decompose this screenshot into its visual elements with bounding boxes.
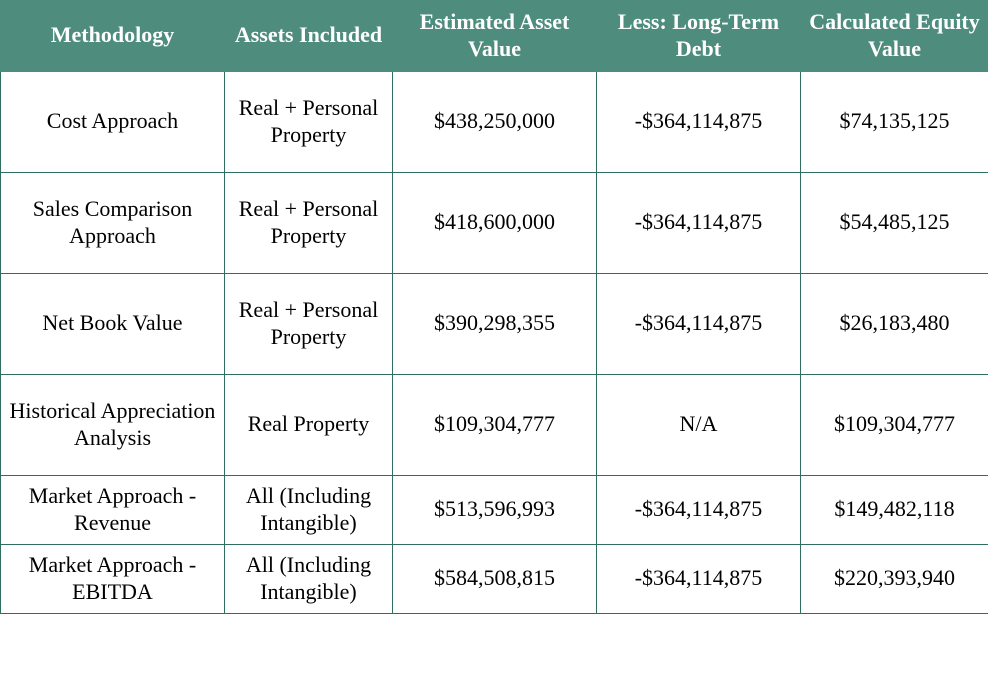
cell-less-long-term-debt: -$364,114,875 (597, 71, 801, 172)
cell-calculated-equity-value: $220,393,940 (801, 544, 988, 613)
cell-estimated-asset-value: $418,600,000 (393, 172, 597, 273)
cell-less-long-term-debt: -$364,114,875 (597, 544, 801, 613)
cell-less-long-term-debt: -$364,114,875 (597, 475, 801, 544)
cell-methodology: Historical Appreciation Analysis (1, 374, 225, 475)
cell-estimated-asset-value: $513,596,993 (393, 475, 597, 544)
table-header-row (1, 1, 988, 72)
cell-estimated-asset-value: $438,250,000 (393, 71, 597, 172)
cell-methodology: Cost Approach (1, 71, 225, 172)
cell-estimated-asset-value: $584,508,815 (393, 544, 597, 613)
cell-calculated-equity-value: $109,304,777 (801, 374, 988, 475)
table-row (1, 273, 988, 374)
cell-assets-included: All (Including Intangible) (225, 475, 393, 544)
cell-less-long-term-debt: -$364,114,875 (597, 273, 801, 374)
table-header (1, 1, 988, 72)
column-header-calculated-equity-value: Calculated Equity Value (801, 1, 988, 72)
table-row (1, 71, 988, 172)
cell-assets-included: Real + Personal Property (225, 71, 393, 172)
table-body (1, 71, 988, 613)
cell-methodology: Market Approach - Revenue (1, 475, 225, 544)
cell-assets-included: Real Property (225, 374, 393, 475)
cell-methodology: Market Approach - EBITDA (1, 544, 225, 613)
table-row (1, 374, 988, 475)
cell-calculated-equity-value: $26,183,480 (801, 273, 988, 374)
cell-less-long-term-debt: N/A (597, 374, 801, 475)
cell-estimated-asset-value: $109,304,777 (393, 374, 597, 475)
column-header-less-long-term-debt: Less: Long-Term Debt (597, 1, 801, 72)
cell-assets-included: All (Including Intangible) (225, 544, 393, 613)
cell-calculated-equity-value: $74,135,125 (801, 71, 988, 172)
table-row (1, 475, 988, 544)
cell-methodology: Sales Comparison Approach (1, 172, 225, 273)
column-header-assets-included: Assets Included (225, 1, 393, 72)
cell-less-long-term-debt: -$364,114,875 (597, 172, 801, 273)
cell-assets-included: Real + Personal Property (225, 273, 393, 374)
cell-calculated-equity-value: $54,485,125 (801, 172, 988, 273)
table-row (1, 172, 988, 273)
column-header-methodology: Methodology (1, 1, 225, 72)
column-header-estimated-asset-value: Estimated Asset Value (393, 1, 597, 72)
cell-methodology: Net Book Value (1, 273, 225, 374)
cell-assets-included: Real + Personal Property (225, 172, 393, 273)
cell-calculated-equity-value: $149,482,118 (801, 475, 988, 544)
table-row (1, 544, 988, 613)
cell-estimated-asset-value: $390,298,355 (393, 273, 597, 374)
